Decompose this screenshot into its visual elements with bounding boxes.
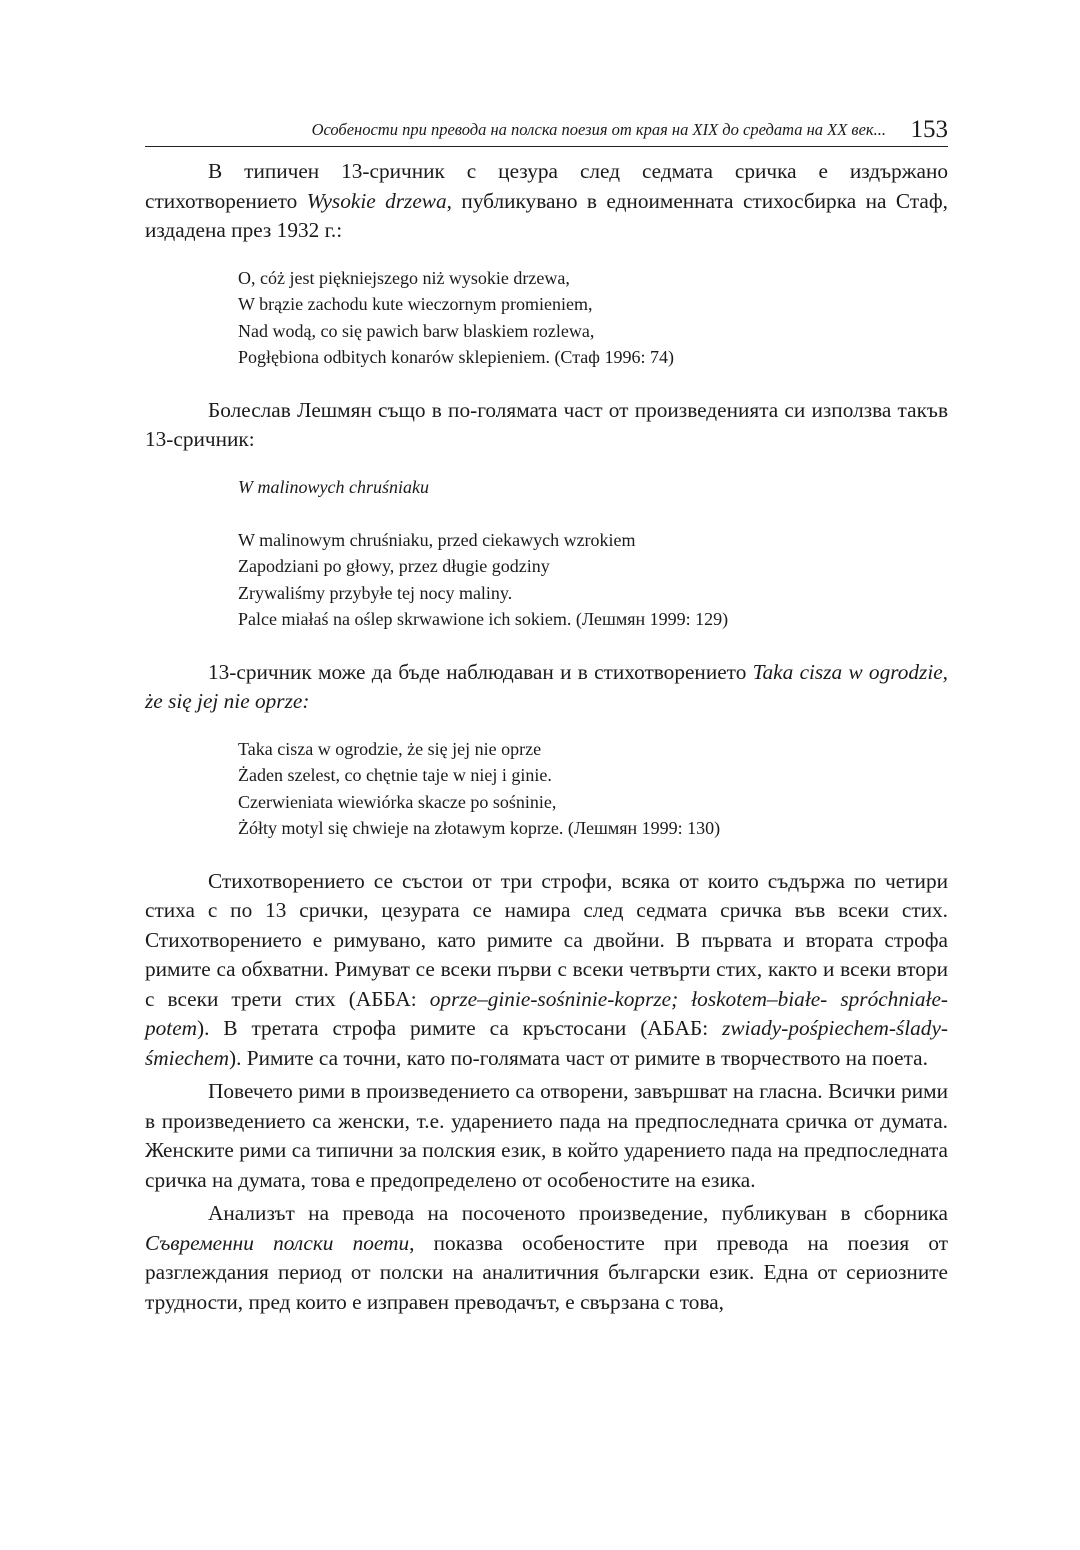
poem-line: Zrywaliśmy przybyłe tej nocy maliny.	[238, 582, 513, 603]
paragraph-4	[145, 867, 948, 1074]
running-header	[145, 112, 948, 147]
poem-line: Taka cisza w ogrodzie, że się jej nie oprze	[238, 738, 542, 759]
poem-line: Pogłębiona odbitych konarów sklepieniem. (Стаф 1996: 74)	[238, 347, 674, 367]
poem-line: Żaden szelest, co chętnie taje w niej i ginie.	[238, 765, 552, 785]
paragraph-5: Повечето рими в произведението са отворени, завършват на гласна. Всички рими в произведението са женски, т.е. ударението пада на предпоследната сричка от думата. Женските рими са типични за полския език, в който ударението пада на предпоследната сричка на думата, това е предопределено от особеностите на езика.	[145, 1079, 948, 1192]
paragraph-3-italic-title: Taka cisza w ogrodzie, że się jej nie oprze:	[145, 659, 949, 713]
poem-line: Zapodziani po głowy, przez długie godziny	[238, 556, 550, 576]
poem-line: Czerwieniata wiewiórka skacze po sośninie,	[238, 791, 557, 812]
page-body	[145, 157, 948, 1317]
paragraph-1-text-a: В типичен 13-сричник с цезура след седмата сричка е издържано стихотворението	[145, 159, 948, 213]
paragraph-6	[145, 1199, 948, 1317]
running-title: Особености при превода на полска поезия от края на XIX до средата на XX век...	[311, 120, 886, 139]
paragraph-4-italic-rhymes-1: oprze–ginie-sośninie-koprze; łoskotem–białe- spróchniałe- potem	[145, 986, 948, 1040]
poem-title: W malinowych chruśniaku	[238, 476, 429, 497]
poem-line: Żółty motyl się chwieje na złotawym koprze. (Лешмян 1999: 130)	[238, 818, 721, 838]
paragraph-3-text-a: 13-сричник може да бъде наблюдаван и в стихотворението	[208, 659, 753, 684]
page-number: 153	[910, 116, 948, 143]
paragraph-1-text-c: , публикувано в едноименната стихосбирка на Стаф, издадена през 1932 г.:	[145, 188, 948, 242]
poem-quote-3	[238, 736, 948, 842]
paragraph-6-text-a: Анализът на превода на посоченото произведение, публикуван в сборника	[208, 1201, 948, 1225]
paragraph-4-italic-rhymes-2: zwiady-pośpiechem-ślady-śmiechem	[145, 1016, 948, 1070]
paragraph-4-text-a: Стихотворението се състои от три строфи, всяка от които съдържа по четири стиха с по 13 срички, цезурата се намира след седмата сричка във всеки стих. Стихотворението е римувано, като римите са двойни. В първата и втората строфа римите са обхватни. Римуват се всеки първи с всеки четвърти стих, както и всеки втори с всеки трети стих (АББА:	[145, 868, 948, 1011]
paragraph-1-italic-title: Wysokie drzewa	[306, 188, 447, 213]
paragraph-6-italic-title: Съвременни полски поети	[145, 1230, 410, 1255]
poem-line: Nad wodą, co się pawich barw blaskiem rozlewa,	[238, 320, 595, 341]
paragraph-4-text-e: ). Римите са точни, като по-голямата част от римите в творчеството на поета.	[228, 1045, 928, 1070]
paragraph-1	[145, 157, 948, 246]
paragraph-2: Болеслав Лешмян също в по-голямата част от произведенията си използва такъв 13-сричник:	[145, 397, 948, 451]
poem-quote-2	[238, 474, 948, 633]
paragraph-4-text-c: ). В третата строфа римите са кръстосани (АБАБ:	[197, 1016, 723, 1040]
poem-line: W malinowym chruśniaku, przed ciekawych wzrokiem	[238, 529, 636, 550]
poem-line: W brązie zachodu kute wieczornym promieniem,	[238, 294, 593, 314]
poem-line: O, cóż jest piękniejszego niż wysokie drzewa,	[238, 267, 570, 288]
paragraph-6-text-c: , показва особеностите при превода на поезия от разглеждания период от полски на аналитичния български език. Една от сериозните трудности, пред които е изправен преводачът, е свързана с това,	[145, 1230, 949, 1314]
paragraph-3	[145, 658, 948, 717]
poem-line: Palce miałaś na oślep skrwawione ich sokiem. (Лешмян 1999: 129)	[238, 609, 729, 629]
poem-quote-1	[238, 265, 948, 371]
